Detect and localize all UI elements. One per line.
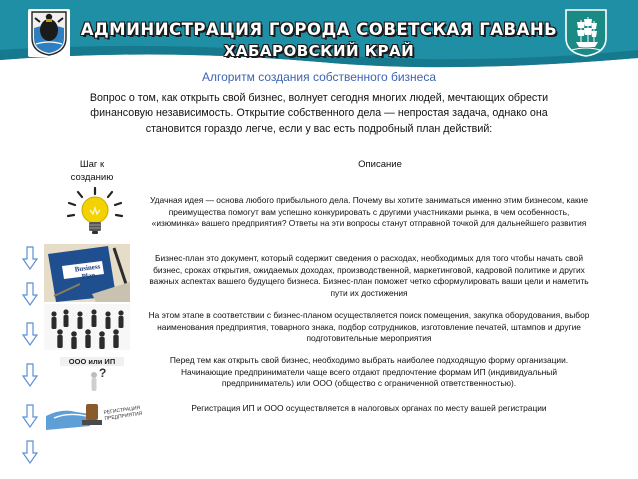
column-header-step: Шаг к созданию [70,159,114,183]
flow-arrow-down-icon [22,440,38,464]
flow-arrow-down-icon [22,322,38,346]
header-title-line-1: АДМИНИСТРАЦИЯ ГОРОДА СОВЕТСКАЯ ГАВАНЬ [80,20,558,39]
page-subtitle: Алгоритм создания собственного бизнеса [201,70,437,84]
intro-paragraph: Вопрос о том, как открыть свой бизнес, волнует сегодня многих людей, мечтающих обрести финансовую независимость. Открытие собственного дела — непростая задача, однако она становится гораздо легче, если у вас есть подробный план действий: [89,92,549,135]
business-plan-label: Business Plan [74,262,101,281]
header-title-line-2: ХАБАРОВСКИЙ КРАЙ [223,42,415,60]
ooo-or-ip-label: ООО или ИП [60,357,124,366]
flow-arrow-down-icon [22,246,38,270]
business-plan-folder-icon [44,244,130,302]
registration-stamp-icon [46,396,143,432]
flow-arrow-down-icon [22,404,38,428]
flow-arrow-down-icon [22,363,38,387]
step-5-description: Регистрация ИП и ООО осуществляется в налоговых органах по месту вашей регистрации [191,403,547,413]
lightbulb-idea-icon [60,186,130,240]
column-header-description: Описание [358,159,402,170]
registration-label: РЕГИСТРАЦИЯ ПРЕДПРИЯТИЯ [103,405,143,423]
business-people-group-icon [44,304,130,350]
step-2-description: Бизнес-план это документ, который содержит сведения о расходах, необходимых для того чтобы начать свой бизнес, сроках открытия, ожидаемых доходах, производственной, маркетинговой, кадровой политике и других важных аспектах вашего будущего бизнеса. Бизнес-план поможет четко сформулировать ваши цели и наметить пути их достижения [149,253,589,299]
step-4-description: Перед тем как открыть свой бизнес, необходимо выбрать наиболее подходящую форму организации. Начинающие предприниматели чаще всего отдают предпочтение формам ИП (индивидуальный предприниматель) или ООО (общество с ограниченной ответственностью). [169,355,569,389]
header [0,0,638,66]
ooo-or-ip-question-icon [58,351,132,395]
svg-text:?: ? [99,366,107,380]
step-3-description: На этом этапе в соответствии с бизнес-планом осуществляется поиск помещения, закупка оборудования, выбор наименования предприятия, товарного знака, подбор сотрудников, изготовление печатей, штампов и другие подготовительные мероприятия [148,310,590,344]
flow-arrow-down-icon [22,282,38,306]
step-1-description: Удачная идея — основа любого прибыльного дела. Почему вы хотите заниматься именно этим бизнесом, какие преимущества помогут вам успешно конкурировать с другими участниками рынка, в чем особенность, «изюминка» вашего предприятия? Ответы на эти вопросы станут отправной точкой для дальнейшего развития [149,195,589,229]
